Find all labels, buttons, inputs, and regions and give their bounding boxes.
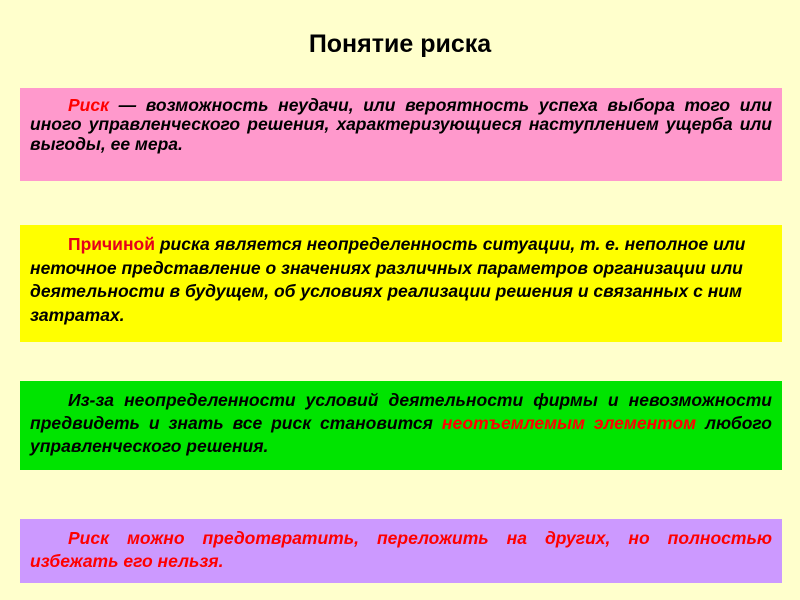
cause-text: риска является неопределенность ситуации, т. е. неполное или неточное представление о значениях различных параметров организации или деятельности в будущем, об условиях реализации решения и связанных с ним затратах. — [30, 234, 746, 325]
term-cause: Причиной — [68, 234, 155, 254]
definition-box — [20, 88, 782, 181]
slide-title: Понятие риска — [308, 30, 492, 58]
avoidance-box — [20, 519, 782, 583]
term-risk: Риск — [68, 95, 109, 115]
uncertainty-text-after: любого управленческого решения. — [30, 412, 772, 456]
uncertainty-box — [20, 381, 782, 470]
cause-box — [20, 225, 782, 342]
uncertainty-text-before: Из-за неопределенности условий деятельности фирмы и невозможности предвидеть и знать все риск становится — [30, 390, 772, 433]
avoidance-text: Риск можно предотвратить, переложить на других, но полностью избежать его нельзя. — [30, 528, 772, 571]
highlight-inherent-element: неотъемлемым элементом — [441, 412, 697, 433]
definition-text: — возможность неудачи, или вероятность успеха выбора того или иного управленческого решения, характеризующиеся наступлением ущерба или выгоды, ее мера. — [30, 95, 772, 154]
